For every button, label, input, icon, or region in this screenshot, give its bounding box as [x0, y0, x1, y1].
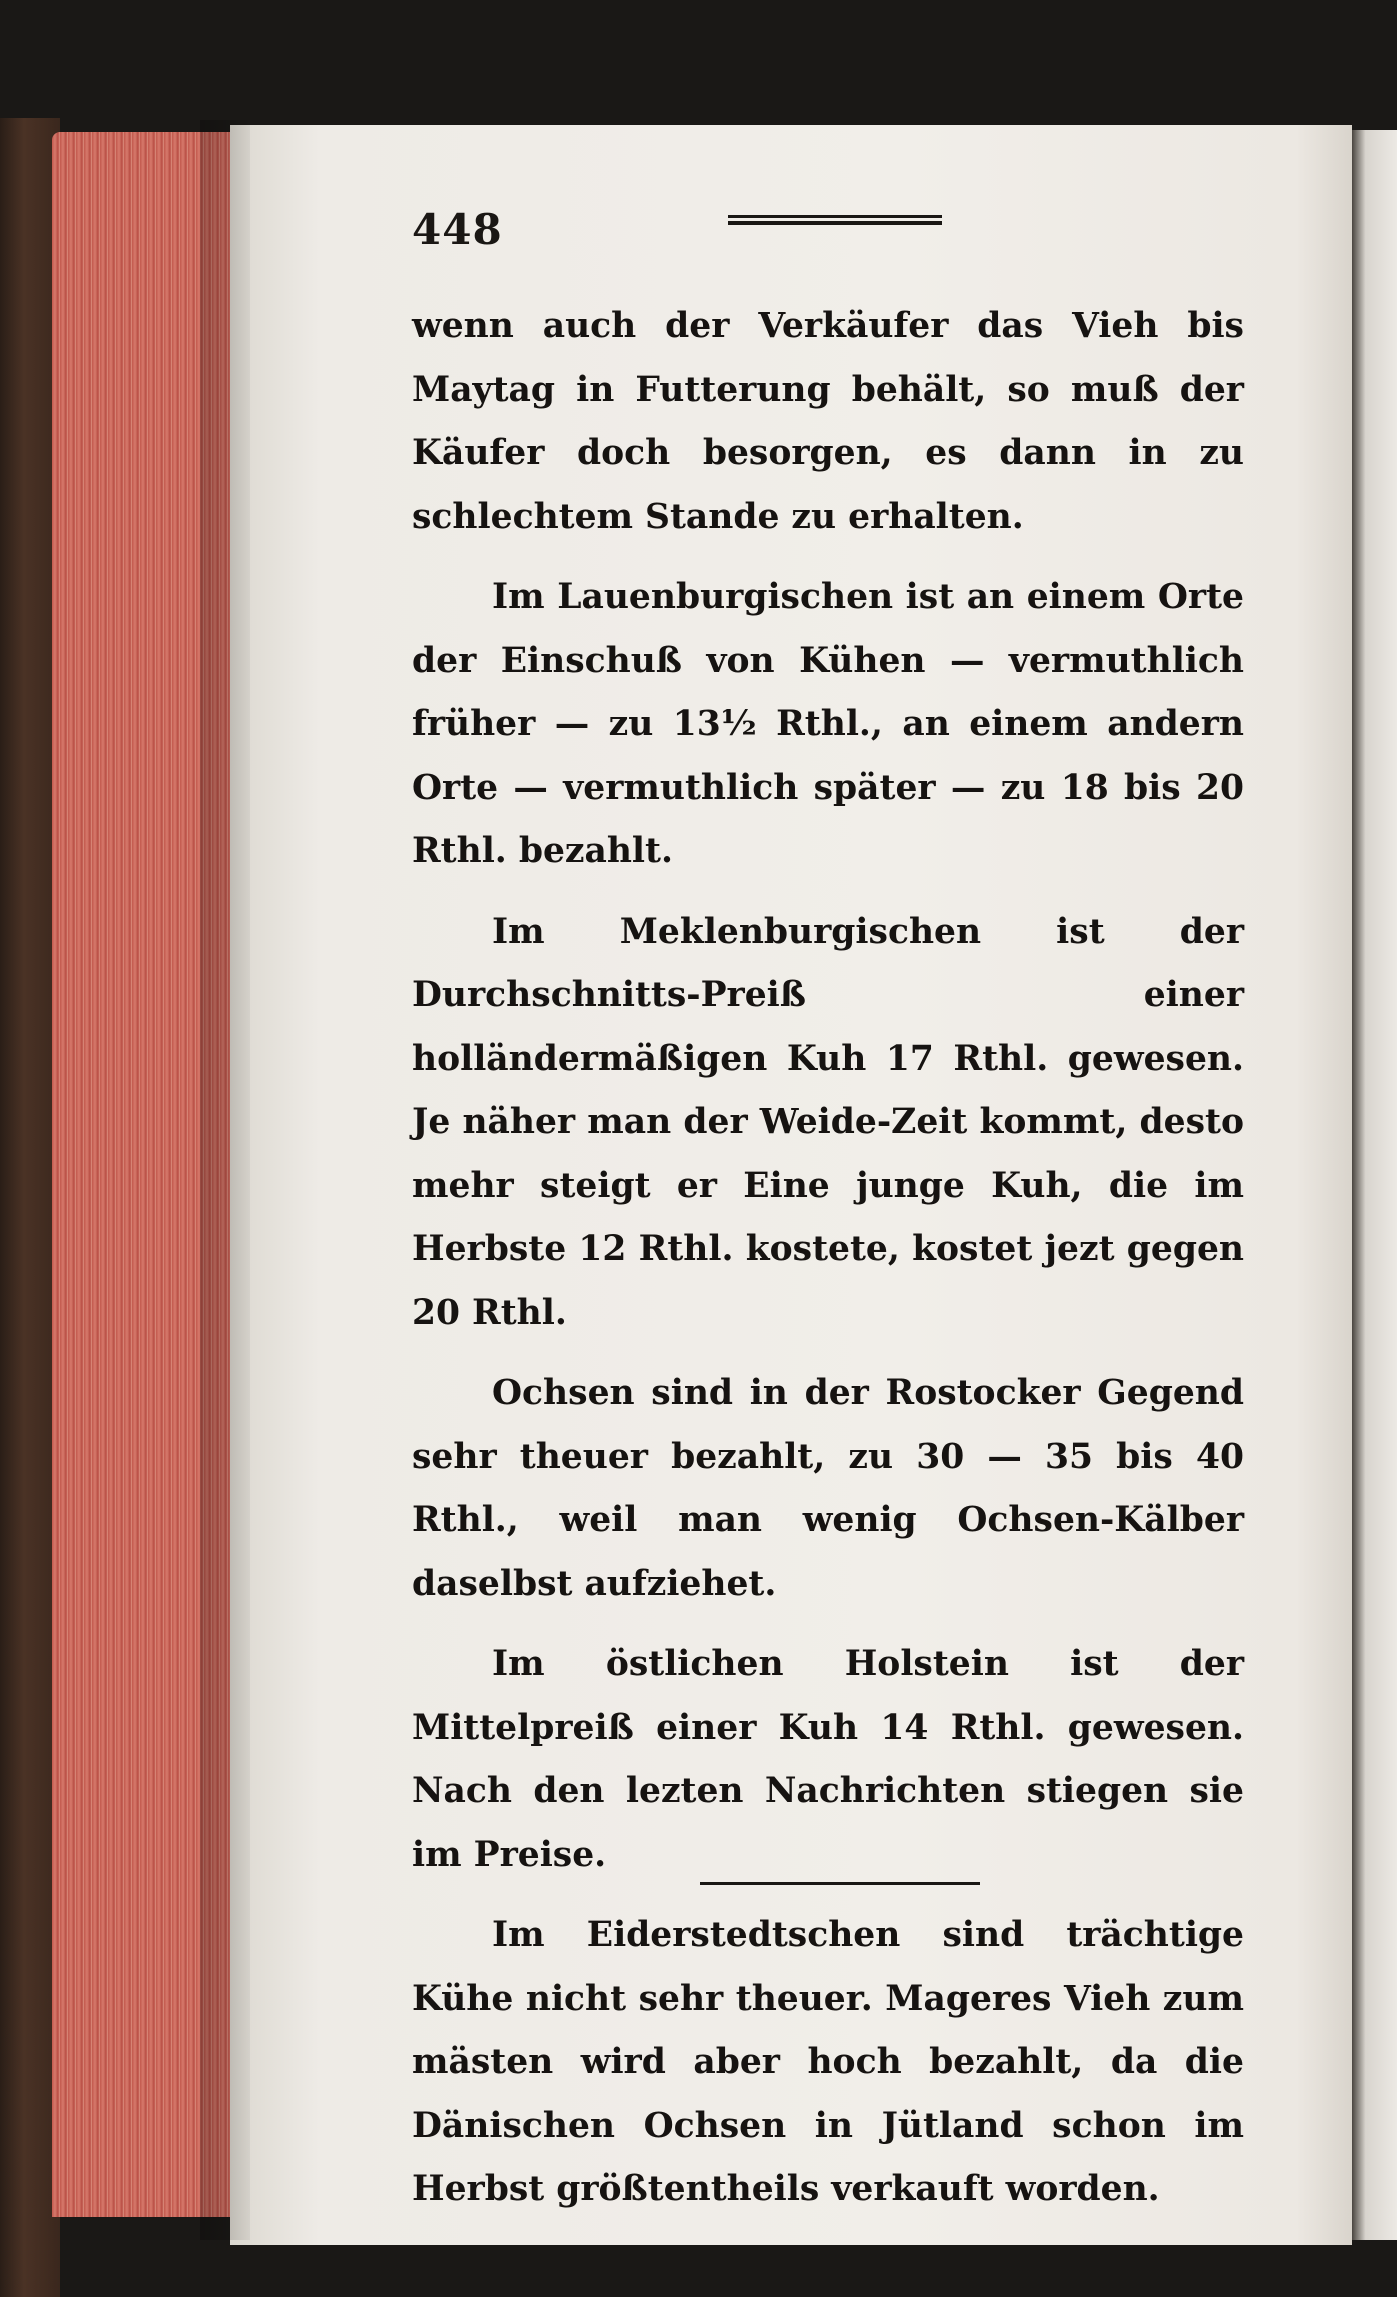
paragraph: Ochsen sind in der Rostocker Gegend sehr theuer bezahlt, zu 30 — 35 bis 40 Rthl., weil man wenig Ochsen-Kälber daselbst aufziehet.	[412, 1373, 1244, 1604]
page-header	[412, 205, 1252, 265]
paragraph: Im östlichen Holstein ist der Mittelpreiß einer Kuh 14 Rthl. gewesen. Nach den lezten Nachrichten stiegen sie im Preise.	[412, 1644, 1244, 1875]
paragraph: Im Lauenburgischen ist an einem Orte der Einschuß von Kühen — vermuthlich früher — zu 13½ Rthl., an einem andern Orte — vermuthlich später — zu 18 bis 20 Rthl. bezahlt.	[412, 577, 1244, 871]
end-rule	[700, 1882, 980, 1885]
paragraph: Im Eiderstedtschen sind trächtige Kühe nicht sehr theuer. Mageres Vieh zum mästen wird aber hoch bezahlt, da die Dänischen Ochsen in Jütland schon im Herbst größtentheils verkauft worden.	[412, 1915, 1244, 2209]
paragraph: wenn auch der Verkäufer das Vieh bis Maytag in Futterung behält, so muß der Käufer doch besorgen, es dann in zu schlechtem Stande zu erhalten.	[412, 306, 1244, 537]
header-rule	[728, 215, 942, 228]
page-body	[412, 295, 1244, 2239]
page-number: 448	[412, 205, 503, 254]
page-gutter-shadow	[200, 120, 250, 2240]
paragraph: Im Meklenburgischen ist der Durchschnitts-Preiß einer holländermäßigen Kuh 17 Rthl. gewesen. Je näher man der Weide-Zeit kommt, desto mehr steigt er Eine junge Kuh, die im Herbste 12 Rthl. kostete, kostet jezt gegen 20 Rthl.	[412, 911, 1244, 1333]
book-cover-edge	[0, 118, 60, 2297]
facing-page-edge	[1352, 130, 1397, 2240]
